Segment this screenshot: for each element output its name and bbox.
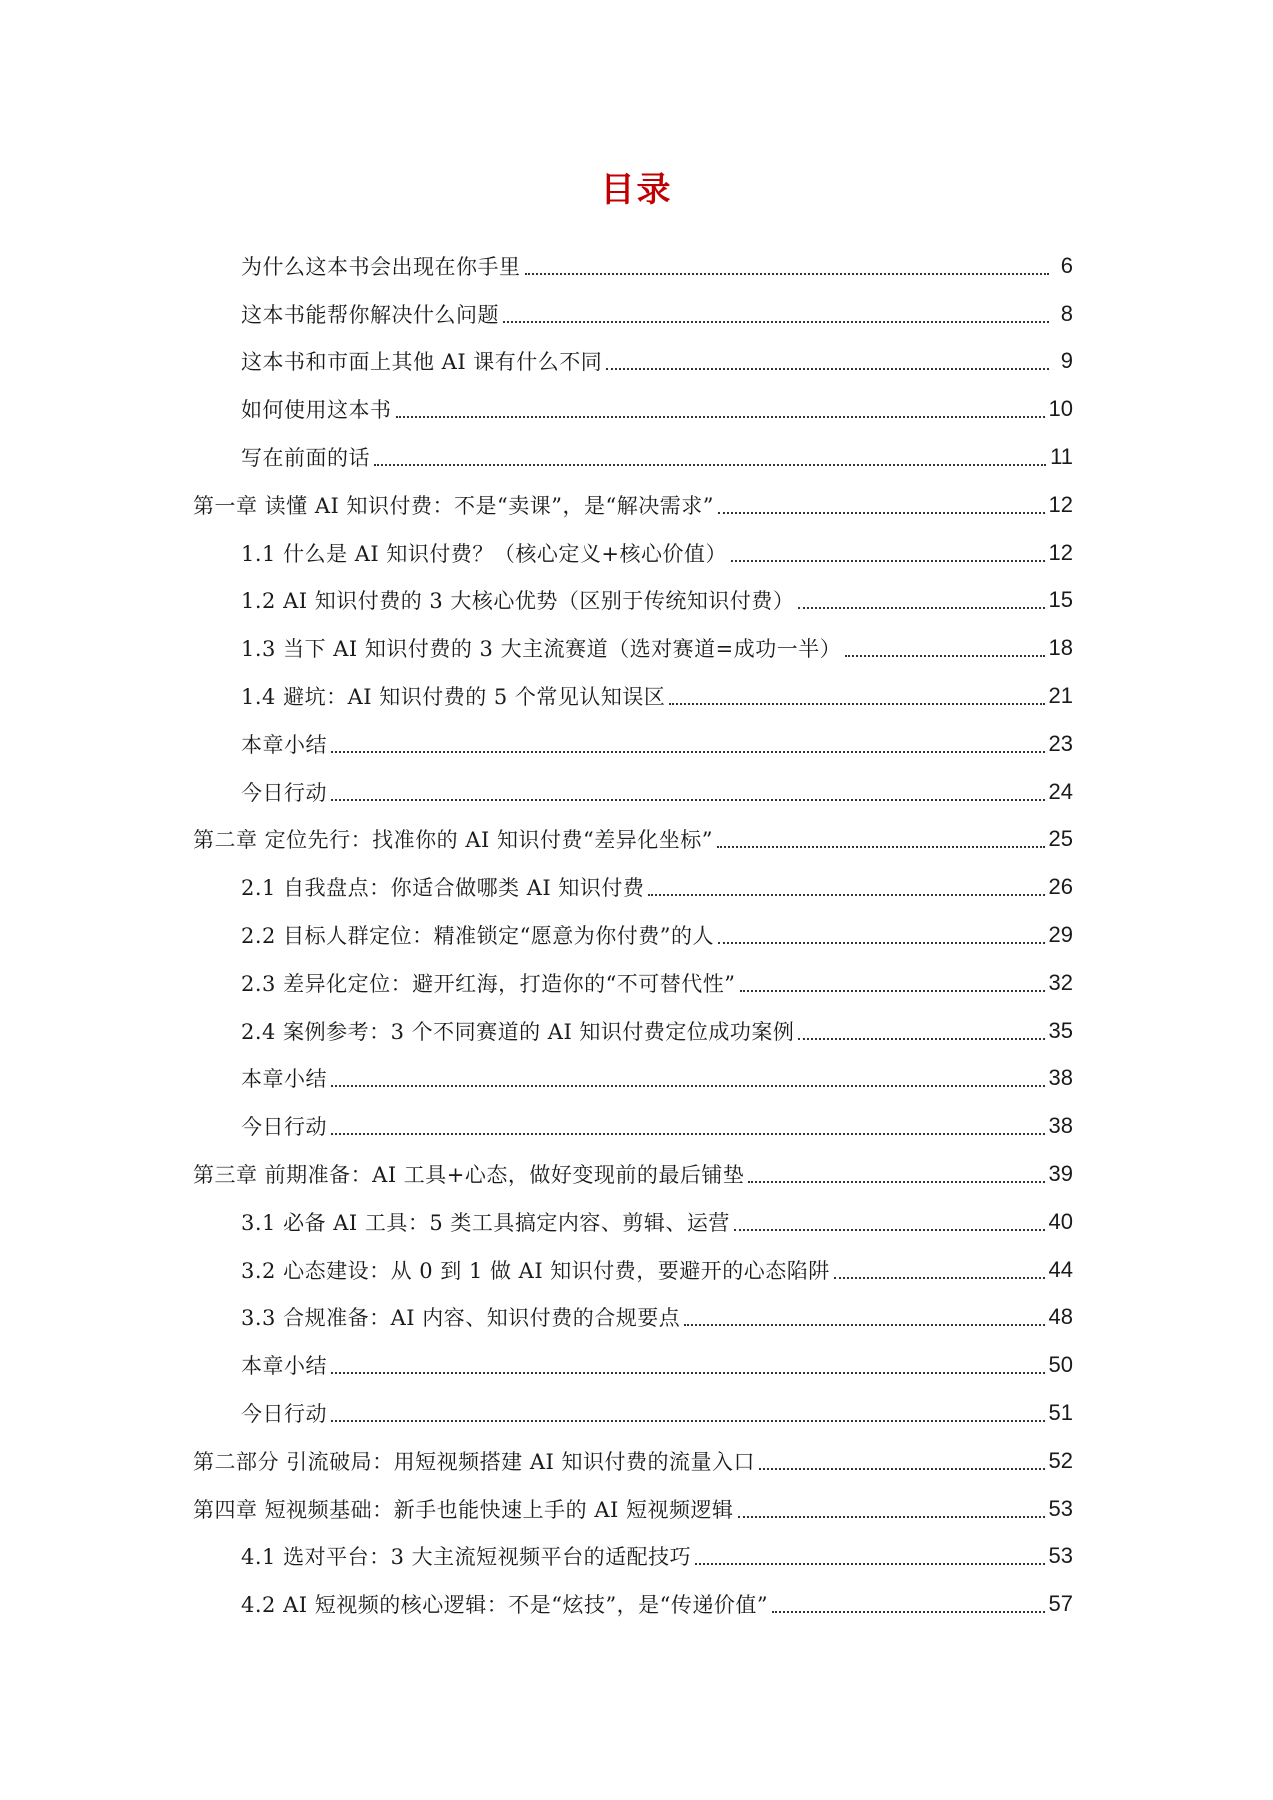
- toc-entry[interactable]: [0, 911, 1273, 959]
- toc-entry-page-number: 52: [1048, 1447, 1073, 1473]
- toc-entry-page-number: 12: [1048, 539, 1073, 565]
- toc-entry-page-number: 38: [1048, 1113, 1073, 1139]
- toc-entry[interactable]: [0, 242, 1273, 290]
- dot-leader: [606, 368, 1049, 370]
- dot-leader: [731, 560, 1045, 562]
- toc-entry-page-number: 6: [1060, 252, 1073, 278]
- toc-entry-page-number: 57: [1048, 1591, 1073, 1617]
- toc-entry-label: 第四章 短视频基础：新手也能快速上手的 AI 短视频逻辑: [193, 1497, 734, 1522]
- dot-leader: [503, 321, 1049, 323]
- toc-chapter-entry[interactable]: [0, 1437, 1273, 1485]
- toc-entry[interactable]: [0, 529, 1273, 577]
- toc-entry-page-number: 32: [1048, 969, 1073, 995]
- toc-entry-label: 4.1 选对平台：3 大主流短视频平台的适配技巧: [241, 1545, 692, 1570]
- toc-entry[interactable]: [0, 385, 1273, 433]
- toc-entry[interactable]: [0, 1198, 1273, 1246]
- toc-entry-page-number: 26: [1048, 874, 1073, 900]
- dot-leader: [374, 464, 1046, 466]
- dot-leader: [695, 1563, 1044, 1565]
- toc-entry-label: 1.3 当下 AI 知识付费的 3 大主流赛道（选对赛道=成功一半）: [241, 637, 842, 662]
- toc-entry-label: 第二章 定位先行：找准你的 AI 知识付费“差异化坐标”: [193, 828, 713, 853]
- toc-entry[interactable]: [0, 577, 1273, 625]
- dot-leader: [738, 1516, 1045, 1518]
- toc-entry[interactable]: [0, 863, 1273, 911]
- toc-entry-label: 如何使用这本书: [241, 398, 392, 423]
- toc-entry-label: 为什么这本书会出现在你手里: [241, 254, 521, 279]
- toc-chapter-entry[interactable]: [0, 1485, 1273, 1533]
- toc-entry-label: 这本书和市面上其他 AI 课有什么不同: [241, 350, 603, 375]
- toc-entry[interactable]: [0, 1341, 1273, 1389]
- dot-leader: [331, 1372, 1045, 1374]
- toc-entry-page-number: 51: [1048, 1400, 1073, 1426]
- dot-leader: [798, 1038, 1044, 1040]
- toc-entry-label: 今日行动: [241, 780, 327, 805]
- toc-entry[interactable]: [0, 1055, 1273, 1103]
- toc-entry-label: 2.3 差异化定位：避开红海，打造你的“不可替代性”: [241, 971, 736, 996]
- toc-entry[interactable]: [0, 1389, 1273, 1437]
- toc-entry[interactable]: [0, 290, 1273, 338]
- toc-entry-page-number: 18: [1048, 635, 1073, 661]
- toc-entry-page-number: 53: [1048, 1495, 1073, 1521]
- toc-entry-label: 本章小结: [241, 732, 327, 757]
- dot-leader: [718, 942, 1044, 944]
- toc-entry-page-number: 15: [1048, 587, 1073, 613]
- dot-leader: [331, 799, 1045, 801]
- toc-entry-page-number: 40: [1048, 1208, 1073, 1234]
- toc-entry-page-number: 53: [1048, 1543, 1073, 1569]
- toc-entry-label: 第二部分 引流破局：用短视频搭建 AI 知识付费的流量入口: [193, 1449, 755, 1474]
- toc-entry-label: 本章小结: [241, 1354, 327, 1379]
- toc-entry[interactable]: [0, 433, 1273, 481]
- toc-entry[interactable]: [0, 1007, 1273, 1055]
- toc-entry-page-number: 35: [1048, 1017, 1073, 1043]
- toc-entry-label: 2.4 案例参考：3 个不同赛道的 AI 知识付费定位成功案例: [241, 1019, 795, 1044]
- toc-entry-page-number: 44: [1048, 1256, 1073, 1282]
- toc-entry[interactable]: [0, 624, 1273, 672]
- dot-leader: [717, 846, 1045, 848]
- toc-entry[interactable]: [0, 720, 1273, 768]
- toc-entry-label: 1.2 AI 知识付费的 3 大核心优势（区别于传统知识付费）: [241, 589, 795, 614]
- toc-entry-page-number: 50: [1048, 1352, 1073, 1378]
- toc-entry-label: 这本书能帮你解决什么问题: [241, 302, 499, 327]
- toc-entry-label: 2.2 目标人群定位：精准锁定“愿意为你付费”的人: [241, 924, 715, 949]
- toc-entry-page-number: 8: [1060, 300, 1073, 326]
- toc-entry-page-number: 23: [1048, 730, 1073, 756]
- toc-entry-label: 2.1 自我盘点：你适合做哪类 AI 知识付费: [241, 876, 645, 901]
- toc-entry-label: 今日行动: [241, 1402, 327, 1427]
- dot-leader: [684, 1324, 1044, 1326]
- toc-entry[interactable]: [0, 1102, 1273, 1150]
- toc-entry-page-number: 10: [1048, 396, 1073, 422]
- dot-leader: [648, 894, 1044, 896]
- toc-entry-page-number: 11: [1050, 444, 1073, 470]
- toc-entry[interactable]: [0, 768, 1273, 816]
- toc-entry-page-number: 29: [1048, 922, 1073, 948]
- dot-leader: [331, 1085, 1045, 1087]
- dot-leader: [759, 1468, 1045, 1470]
- toc-entry-label: 4.2 AI 短视频的核心逻辑：不是“炫技”，是“传递价值”: [241, 1593, 769, 1618]
- toc-entry-label: 3.1 必备 AI 工具：5 类工具搞定内容、剪辑、运营: [241, 1210, 730, 1235]
- toc-entry-label: 第一章 读懂 AI 知识付费：不是“卖课”，是“解决需求”: [193, 493, 714, 518]
- toc-entry-page-number: 48: [1048, 1304, 1073, 1330]
- toc-entry-page-number: 38: [1048, 1065, 1073, 1091]
- toc-entry[interactable]: [0, 1294, 1273, 1342]
- dot-leader: [525, 273, 1050, 275]
- toc-entry-page-number: 39: [1048, 1161, 1073, 1187]
- dot-leader: [740, 990, 1045, 992]
- dot-leader: [331, 751, 1045, 753]
- toc-chapter-entry[interactable]: [0, 481, 1273, 529]
- toc-entry-label: 1.4 避坑：AI 知识付费的 5 个常见认知误区: [241, 685, 666, 710]
- toc-entry-label: 本章小结: [241, 1067, 327, 1092]
- toc-entry-page-number: 12: [1048, 491, 1073, 517]
- toc-entry[interactable]: [0, 338, 1273, 386]
- toc-entry-label: 今日行动: [241, 1115, 327, 1140]
- dot-leader: [748, 1181, 1044, 1183]
- dot-leader: [734, 1229, 1045, 1231]
- table-of-contents: [0, 242, 1273, 1628]
- toc-entry-label: 3.3 合规准备：AI 内容、知识付费的合规要点: [241, 1306, 681, 1331]
- toc-entry[interactable]: [0, 672, 1273, 720]
- dot-leader: [331, 1133, 1045, 1135]
- toc-entry-label: 1.1 什么是 AI 知识付费？（核心定义+核心价值）: [241, 541, 727, 566]
- toc-entry[interactable]: [0, 1246, 1273, 1294]
- toc-entry-label: 写在前面的话: [241, 446, 370, 471]
- dot-leader: [845, 655, 1044, 657]
- dot-leader: [718, 512, 1045, 514]
- toc-entry-page-number: 9: [1060, 348, 1073, 374]
- toc-entry-page-number: 25: [1048, 826, 1073, 852]
- dot-leader: [331, 1420, 1045, 1422]
- toc-chapter-entry[interactable]: [0, 1150, 1273, 1198]
- dot-leader: [396, 416, 1045, 418]
- dot-leader: [798, 607, 1044, 609]
- dot-leader: [834, 1277, 1045, 1279]
- page-title: 目录: [600, 170, 673, 210]
- toc-entry-page-number: 24: [1048, 778, 1073, 804]
- toc-entry-page-number: 21: [1048, 683, 1073, 709]
- dot-leader: [669, 703, 1044, 705]
- toc-entry[interactable]: [0, 959, 1273, 1007]
- toc-entry-label: 第三章 前期准备：AI 工具+心态，做好变现前的最后铺垫: [193, 1163, 745, 1188]
- toc-entry[interactable]: [0, 1533, 1273, 1581]
- toc-entry[interactable]: [0, 1580, 1273, 1628]
- dot-leader: [772, 1611, 1044, 1613]
- toc-chapter-entry[interactable]: [0, 816, 1273, 864]
- toc-entry-label: 3.2 心态建设：从 0 到 1 做 AI 知识付费，要避开的心态陷阱: [241, 1258, 830, 1283]
